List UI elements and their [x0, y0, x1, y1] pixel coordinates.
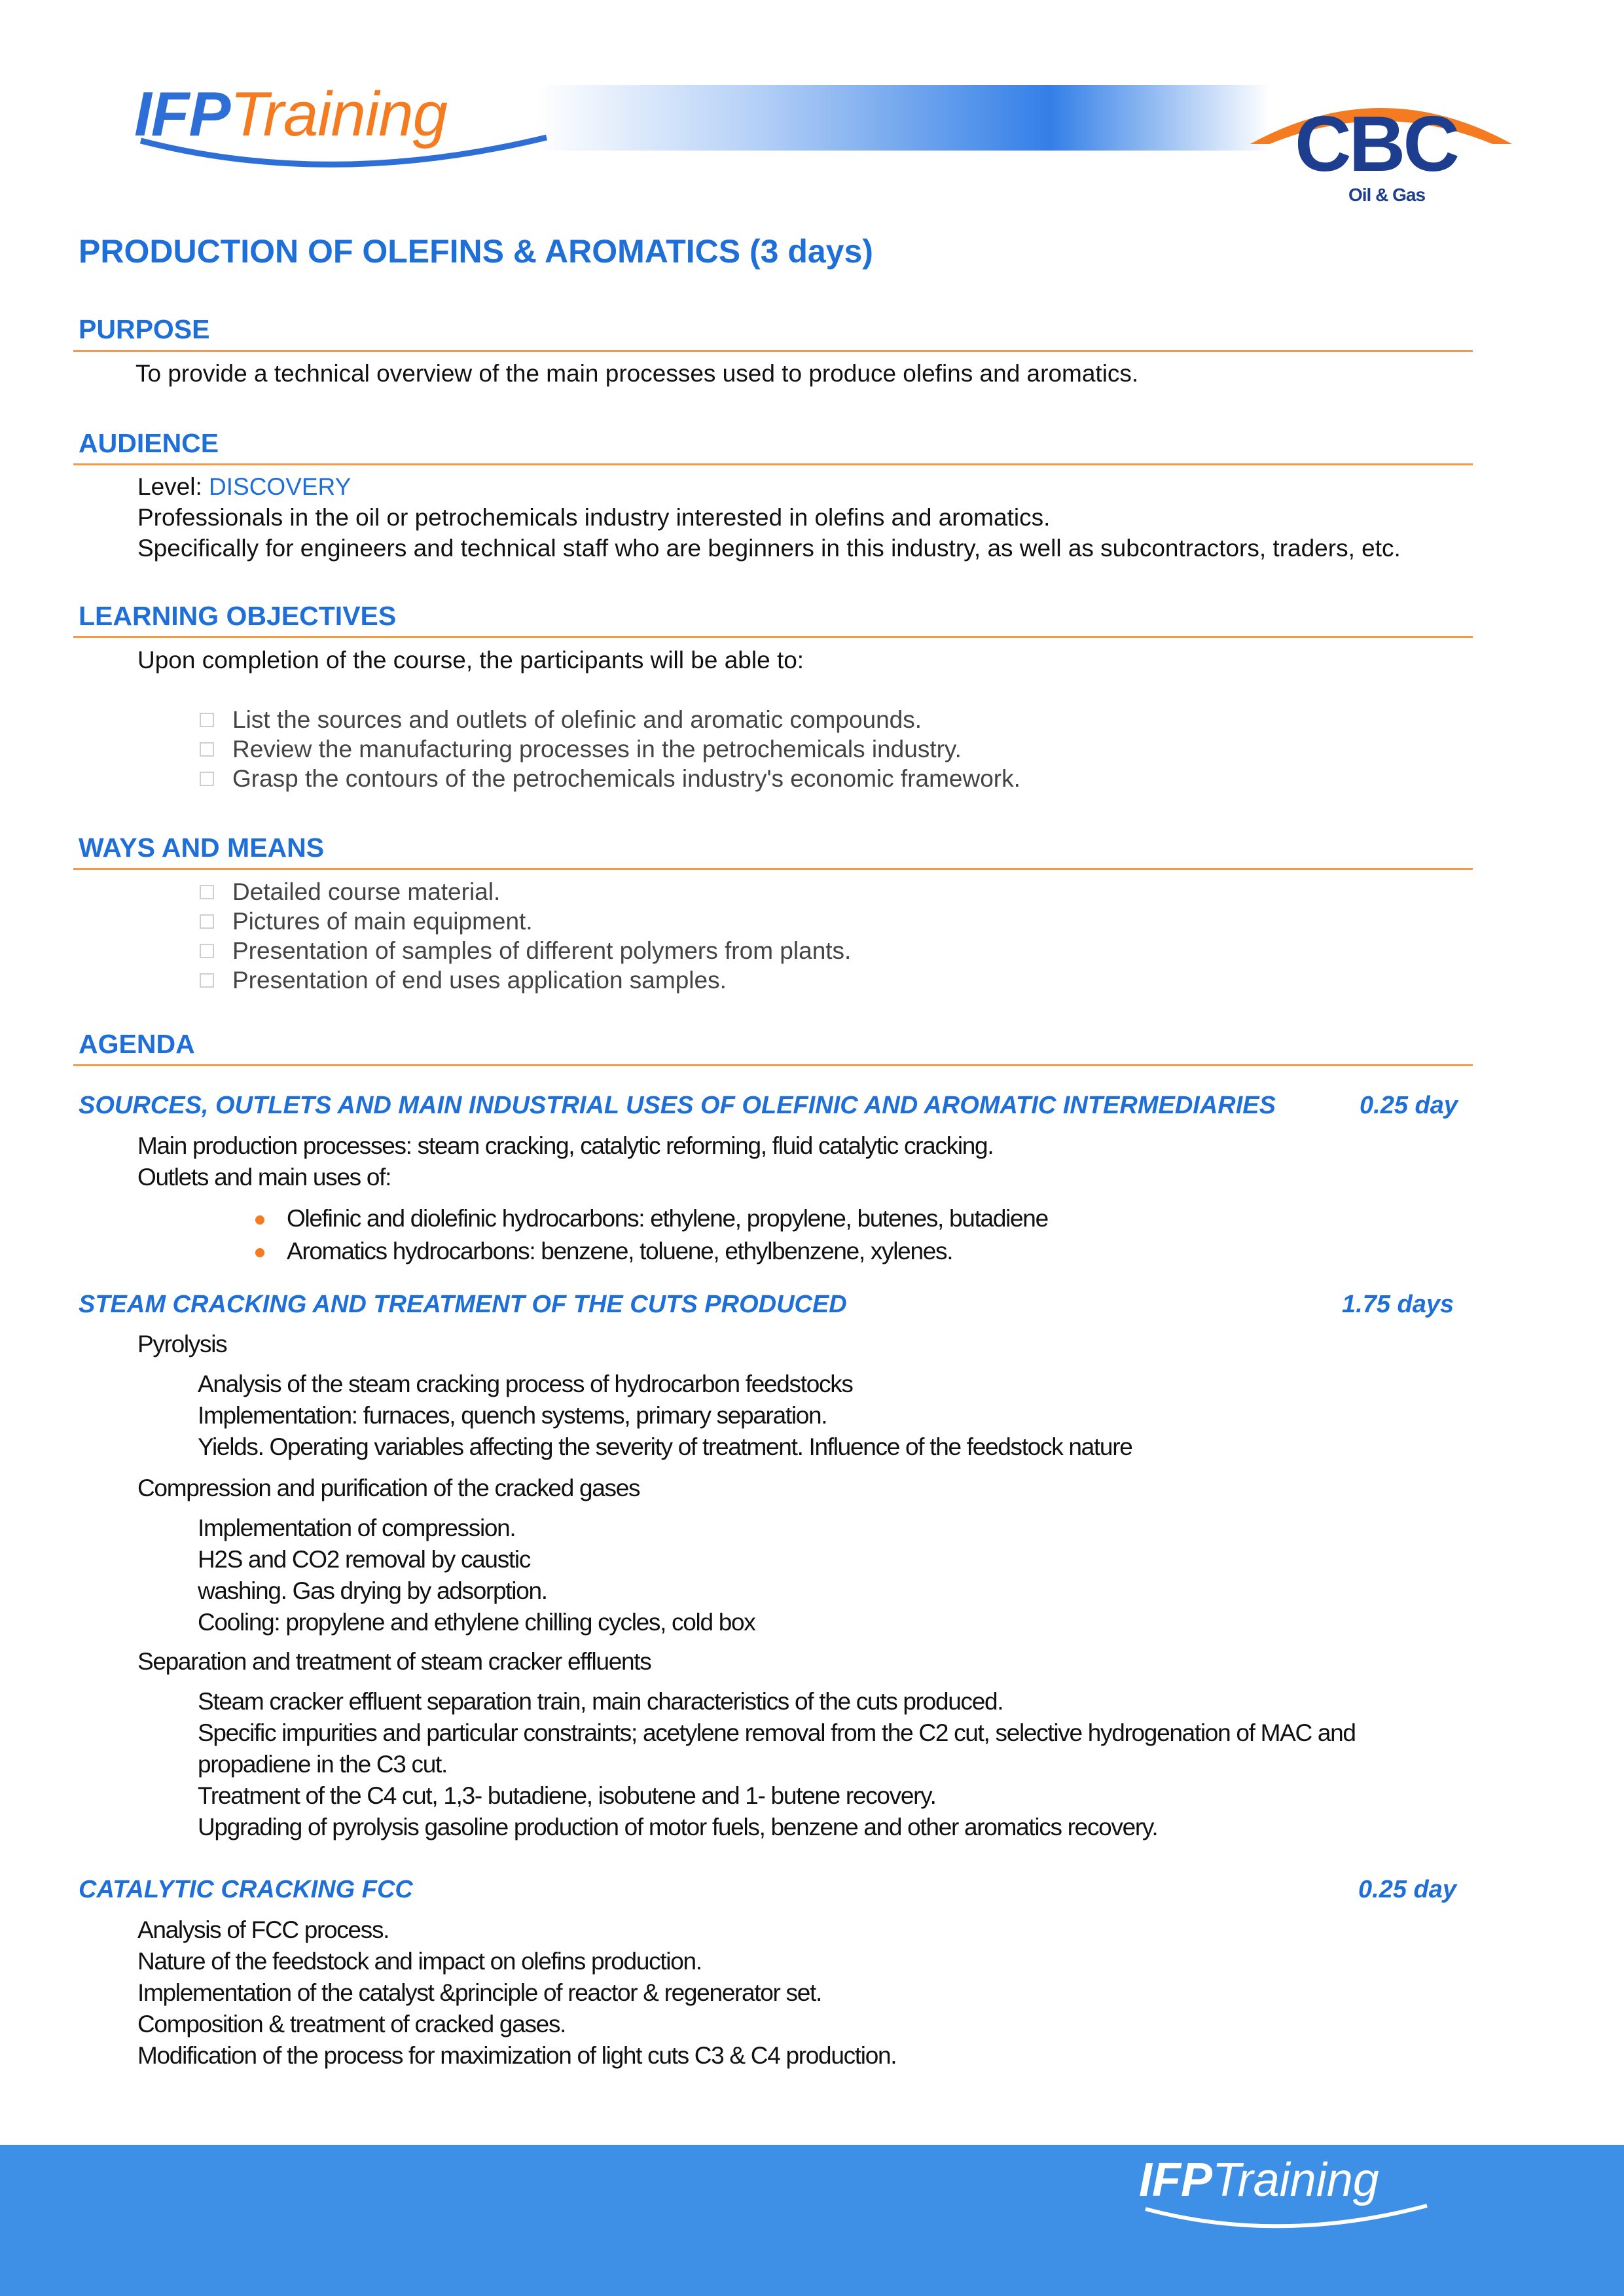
bullet-icon: [255, 1215, 264, 1225]
list-item-text: Pictures of main equipment.: [232, 908, 533, 935]
header-gradient-band: [537, 85, 1270, 151]
agenda-line: Outlets and main uses of:: [137, 1164, 391, 1191]
checkbox-icon: [200, 742, 214, 757]
list-item: [200, 965, 851, 995]
checkbox-icon: [200, 713, 214, 727]
list-item: [200, 705, 1020, 734]
learning-objectives-divider: [73, 636, 1473, 638]
logo-ifp-text: IFP: [134, 79, 230, 149]
audience-divider: [73, 463, 1473, 465]
audience-level: [137, 471, 351, 502]
learning-objectives-list: [200, 705, 1020, 793]
cbc-logo: [1244, 79, 1519, 209]
cbc-logo-text: CBC: [1295, 100, 1457, 188]
agenda-section-duration: 1.75 days: [1342, 1291, 1454, 1318]
page-header: [0, 0, 1624, 216]
audience-line: Professionals in the oil or petrochemicals industry interested in olefins and aromatics.: [137, 504, 1051, 531]
purpose-heading: PURPOSE: [79, 314, 210, 344]
document-title: PRODUCTION OF OLEFINS & AROMATICS (3 days): [79, 233, 873, 270]
agenda-group-heading: Pyrolysis: [137, 1331, 227, 1357]
checkbox-icon: [200, 944, 214, 958]
learning-objectives-intro: Upon completion of the course, the participants will be able to:: [137, 647, 804, 673]
agenda-section-title: CATALYTIC CRACKING FCC: [79, 1876, 413, 1903]
agenda-bullet-item: [255, 1203, 1048, 1234]
agenda-section-duration: 0.25 day: [1360, 1092, 1458, 1119]
checkbox-icon: [200, 914, 214, 929]
agenda-line: Implementation of the catalyst &principle of reactor & regenerator set.: [137, 1979, 821, 2006]
list-item-text: Presentation of end uses application samples.: [232, 967, 727, 994]
learning-objectives-heading: LEARNING OBJECTIVES: [79, 601, 397, 631]
agenda-line: Steam cracker effluent separation train, main characteristics of the cuts produced.: [198, 1688, 1003, 1715]
audience-line: Specifically for engineers and technical staff who are beginners in this industry, as well as subcontractors, traders, etc.: [137, 535, 1401, 562]
bullet-text: Olefinic and diolefinic hydrocarbons: ethylene, propylene, butenes, butadiene: [287, 1205, 1048, 1232]
cbc-logo-subtext: Oil & Gas: [1348, 185, 1426, 205]
list-item-text: Review the manufacturing processes in the petrochemicals industry.: [232, 736, 962, 762]
agenda-line: Nature of the feedstock and impact on olefins production.: [137, 1948, 702, 1975]
agenda-line: Cooling: propylene and ethylene chilling cycles, cold box: [198, 1609, 755, 1636]
agenda-divider: [73, 1064, 1473, 1066]
agenda-line: Modification of the process for maximization of light cuts C3 & C4 production.: [137, 2042, 897, 2069]
list-item-text: Detailed course material.: [232, 878, 501, 905]
list-item-text: Grasp the contours of the petrochemicals industry's economic framework.: [232, 765, 1020, 792]
agenda-section-title: STEAM CRACKING AND TREATMENT OF THE CUTS PRODUCED: [79, 1291, 847, 1318]
bullet-icon: [255, 1248, 264, 1257]
audience-heading: AUDIENCE: [79, 428, 219, 458]
logo-training-text: Training: [230, 79, 448, 149]
list-item: [200, 906, 851, 936]
agenda-line: Implementation: furnaces, quench systems, primary separation.: [198, 1402, 827, 1429]
purpose-text: To provide a technical overview of the main processes used to produce olefins and aromatics.: [135, 360, 1139, 387]
agenda-line: washing. Gas drying by adsorption.: [198, 1577, 547, 1604]
ways-and-means-list: [200, 877, 851, 995]
agenda-line: Upgrading of pyrolysis gasoline production of motor fuels, benzene and other aromatics recovery.: [198, 1814, 1158, 1840]
list-item: [200, 764, 1020, 793]
agenda-line: Yields. Operating variables affecting the severity of treatment. Influence of the feedstock nature: [198, 1433, 1132, 1460]
ways-and-means-divider: [73, 868, 1473, 870]
audience-level-label: Level:: [137, 473, 202, 500]
agenda-bullet-item: [255, 1236, 952, 1267]
footer-logo-ifp-text: IFP: [1139, 2154, 1213, 2206]
footer-logo-swoosh-icon: [1142, 2199, 1430, 2238]
list-item: [200, 877, 851, 906]
agenda-line: propadiene in the C3 cut.: [198, 1751, 447, 1778]
agenda-section-title: SOURCES, OUTLETS AND MAIN INDUSTRIAL USES OF OLEFINIC AND AROMATIC INTERMEDIARIES: [79, 1092, 1276, 1119]
agenda-line: Implementation of compression.: [198, 1515, 516, 1541]
agenda-group-heading: Compression and purification of the cracked gases: [137, 1475, 640, 1501]
list-item-text: Presentation of samples of different polymers from plants.: [232, 937, 852, 964]
logo-swoosh-icon: [134, 128, 553, 187]
bullet-text: Aromatics hydrocarbons: benzene, toluene, ethylbenzene, xylenes.: [287, 1238, 953, 1265]
agenda-heading: AGENDA: [79, 1029, 195, 1059]
list-item-text: List the sources and outlets of olefinic and aromatic compounds.: [232, 706, 922, 733]
checkbox-icon: [200, 973, 214, 988]
agenda-line: Specific impurities and particular constraints; acetylene removal from the C2 cut, selective hydrogenation of MAC and: [198, 1719, 1356, 1746]
agenda-line: H2S and CO2 removal by caustic: [198, 1546, 531, 1573]
checkbox-icon: [200, 885, 214, 899]
footer-logo-training-text: Training: [1212, 2154, 1379, 2206]
agenda-section-duration: 0.25 day: [1358, 1876, 1456, 1903]
agenda-line: Composition & treatment of cracked gases.: [137, 2011, 566, 2037]
agenda-line: Treatment of the C4 cut, 1,3- butadiene, isobutene and 1- butene recovery.: [198, 1782, 936, 1809]
list-item: [200, 936, 851, 965]
checkbox-icon: [200, 772, 214, 786]
audience-level-value: DISCOVERY: [209, 473, 352, 500]
ways-and-means-heading: WAYS AND MEANS: [79, 833, 325, 863]
agenda-line: Analysis of FCC process.: [137, 1916, 389, 1943]
agenda-line: Analysis of the steam cracking process of hydrocarbon feedstocks: [198, 1371, 853, 1397]
agenda-line: Main production processes: steam cracking, catalytic reforming, fluid catalytic cracking.: [137, 1132, 994, 1159]
list-item: [200, 734, 1020, 764]
agenda-group-heading: Separation and treatment of steam cracker effluents: [137, 1648, 651, 1675]
purpose-divider: [73, 350, 1473, 352]
